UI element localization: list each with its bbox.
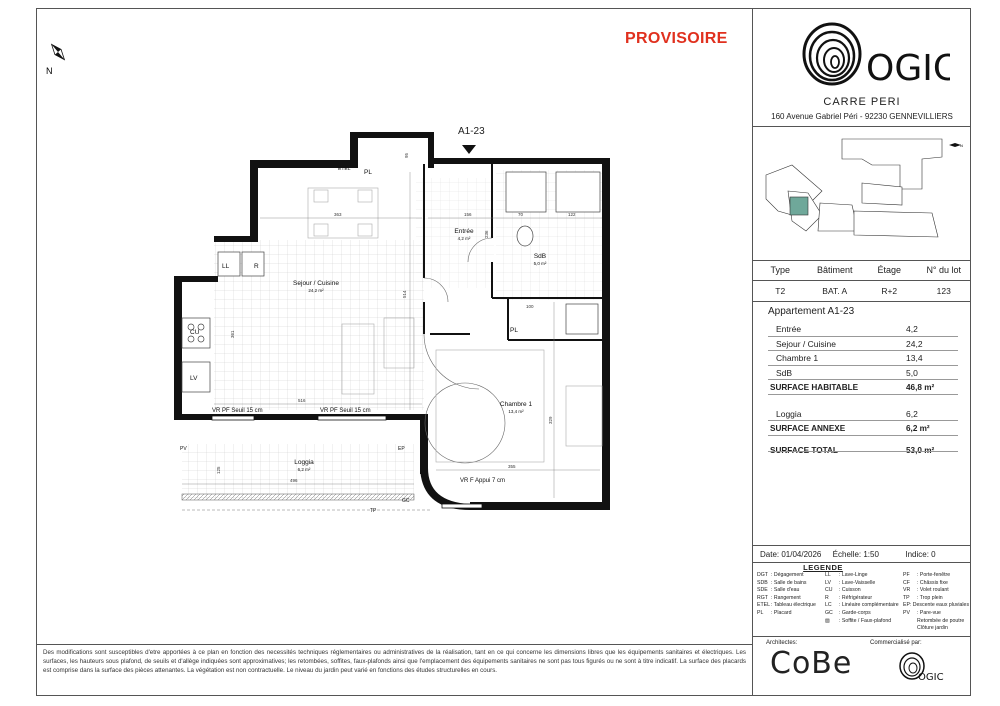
- logo-text: OGIC: [866, 48, 950, 89]
- svg-text:516: 516: [298, 398, 306, 403]
- svg-text:236: 236: [484, 230, 489, 238]
- value-etage: R+2: [881, 286, 898, 296]
- surface-table: [768, 322, 958, 458]
- separator: [753, 126, 971, 127]
- tag-tp: TP: [370, 508, 377, 514]
- value-batiment: BAT. A: [822, 286, 848, 296]
- tag-cu: CU: [190, 329, 200, 336]
- tag-lv: LV: [190, 375, 198, 382]
- tag-pl-top: PL: [364, 169, 372, 176]
- tag-gc: GC: [402, 498, 410, 504]
- surface-row: SdB 5,0: [776, 367, 918, 378]
- tag-ll: LL: [222, 263, 230, 270]
- svg-text:514: 514: [402, 290, 407, 298]
- legend-col-2: LL : Lave-Linge LV : Lave-Vaisselle CU : Cuisson R : Réfrigérateur LC : Linéaire complémentaire GC : Garde-corps ▨ : Soffite / Faux-plafond: [825, 572, 899, 624]
- architect-logo: CoBe: [770, 646, 853, 681]
- room-name-chambre: Chambre 1: [499, 401, 533, 408]
- surface-row: Sejour / Cuisine 24,2: [776, 338, 923, 349]
- col-lot: N° du lot: [926, 265, 962, 275]
- surface-row: Chambre 1 13,4: [776, 353, 923, 364]
- svg-text:70: 70: [518, 212, 524, 217]
- status-stamp: PROVISOIRE: [625, 30, 728, 47]
- tag-pl-sdb: PL: [510, 327, 518, 334]
- svg-text:VR F Appui 7 cm: VR F Appui 7 cm: [460, 478, 506, 484]
- svg-text:329: 329: [548, 416, 553, 424]
- svg-text:361: 361: [230, 330, 235, 338]
- svg-text:95: 95: [404, 152, 409, 158]
- room-name-loggia: Loggia: [294, 459, 314, 466]
- site-north-icon: [949, 143, 963, 148]
- svg-text:156: 156: [464, 212, 472, 217]
- info-value-row: [753, 283, 971, 299]
- svg-text:VR PF Seuil 15 cm: VR PF Seuil 15 cm: [320, 408, 371, 414]
- floor-plan: [170, 128, 620, 525]
- tag-ep: EP: [398, 446, 405, 452]
- sheet-date: Date: 01/04/2026: [760, 549, 822, 559]
- site-map: [762, 135, 967, 258]
- svg-text:125: 125: [216, 466, 221, 474]
- room-area-sdb: 5,0 m²: [533, 261, 547, 266]
- room-name-sdb: SdB: [533, 253, 547, 260]
- north-arrow-icon: [42, 40, 72, 83]
- architects-label: Architectes:: [766, 640, 798, 646]
- info-header-row: [753, 262, 971, 278]
- marketer-label: Commercialisé par:: [870, 640, 922, 646]
- room-area-sejour: 24,2 m²: [308, 288, 324, 293]
- disclaimer-text: Des modifications sont susceptibles d'etre apportées à ce plan en fonction des necessités techniques réglementaires ou administratives de la réalisation, tant en ce qui concerne les dimensions libres que les équipements sanitaires et électriques. Les surfaces, les hauteurs sous plafond, de seuils et d'allège indiquées sont approximatives; les retombées, soffites, faux-plafonds ainsi que l'emplacement des équipements sanitaires ne sont pas tous figurés ou ne sont à titre indicatif. La surface des placards est comprise dans la surface des pièces attenantes. La végétation est non contractuelle. Le niveau du jardin peut varié en fonctions des études structurelles en cours.: [37, 644, 752, 684]
- sheet-index: Indice: 0: [905, 549, 936, 559]
- project-name: CARRE PERI: [823, 96, 901, 108]
- sheet-scale: Échelle: 1:50: [832, 549, 879, 559]
- legend-title: LEGENDE: [803, 563, 843, 572]
- surface-annexe-row: SURFACE ANNEXE 6,2 m²: [770, 423, 930, 433]
- svg-text:VR PF Seuil 15 cm: VR PF Seuil 15 cm: [212, 408, 263, 414]
- room-area-chambre: 13,4 m²: [508, 409, 524, 414]
- room-name-entree: Entrée: [454, 228, 474, 235]
- marketer-logo: [898, 648, 958, 689]
- lot-marker-label: A1-23: [458, 126, 485, 137]
- separator: [753, 636, 971, 637]
- room-area-entree: 4,2 m²: [457, 236, 471, 241]
- surface-habitable-row: SURFACE HABITABLE 46,8 m²: [770, 382, 935, 392]
- ogic-logo: [800, 18, 950, 98]
- svg-text:355: 355: [508, 464, 516, 469]
- col-etage: Étage: [877, 265, 902, 275]
- tag-r: R: [254, 263, 259, 270]
- surface-row: Loggia 6,2: [776, 408, 918, 419]
- room-area-loggia: 6,2 m²: [297, 467, 311, 472]
- project-address: 160 Avenue Gabriel Péri - 92230 GENNEVILLIERS: [771, 112, 953, 121]
- separator: [753, 301, 971, 302]
- svg-text:496: 496: [290, 478, 298, 483]
- svg-text:OGIC: OGIC: [918, 672, 944, 683]
- separator: [753, 260, 971, 261]
- svg-text:363: 363: [334, 212, 342, 217]
- col-type: Type: [770, 265, 790, 275]
- legend-col-1: DGT : Dégagement SDB : Salle de bains SDE : Salle d'eau RGT : Rangement ETEL : Tableau électrique PL : Placard: [757, 572, 816, 616]
- room-name-sejour: Sejour / Cuisine: [293, 280, 339, 287]
- fingerprint-logo-icon: [804, 24, 860, 84]
- north-label: N: [46, 66, 53, 76]
- lot-info-table: [753, 262, 971, 299]
- apartment-title: Appartement A1-23: [768, 306, 855, 317]
- value-type: T2: [775, 286, 786, 296]
- svg-text:N: N: [960, 143, 963, 148]
- lot-highlight: [790, 197, 808, 215]
- legend-col-3: PF : Porte-fenêtre CF : Châssis fixe VR : Volet roulant TP : Trop plein EP : Descente eaux pluviales PV : Pare-vue Retombée de poutre Clôture jardin: [903, 572, 970, 632]
- svg-text:122: 122: [568, 212, 576, 217]
- tag-pv: PV: [180, 446, 187, 452]
- value-lot: 123: [936, 286, 951, 296]
- svg-text:100: 100: [526, 304, 534, 309]
- sheet-footer-row: [753, 545, 971, 563]
- col-batiment: Bâtiment: [816, 265, 853, 275]
- tag-etel: ETEL: [338, 166, 351, 172]
- surface-row: Entrée 4,2: [776, 324, 918, 335]
